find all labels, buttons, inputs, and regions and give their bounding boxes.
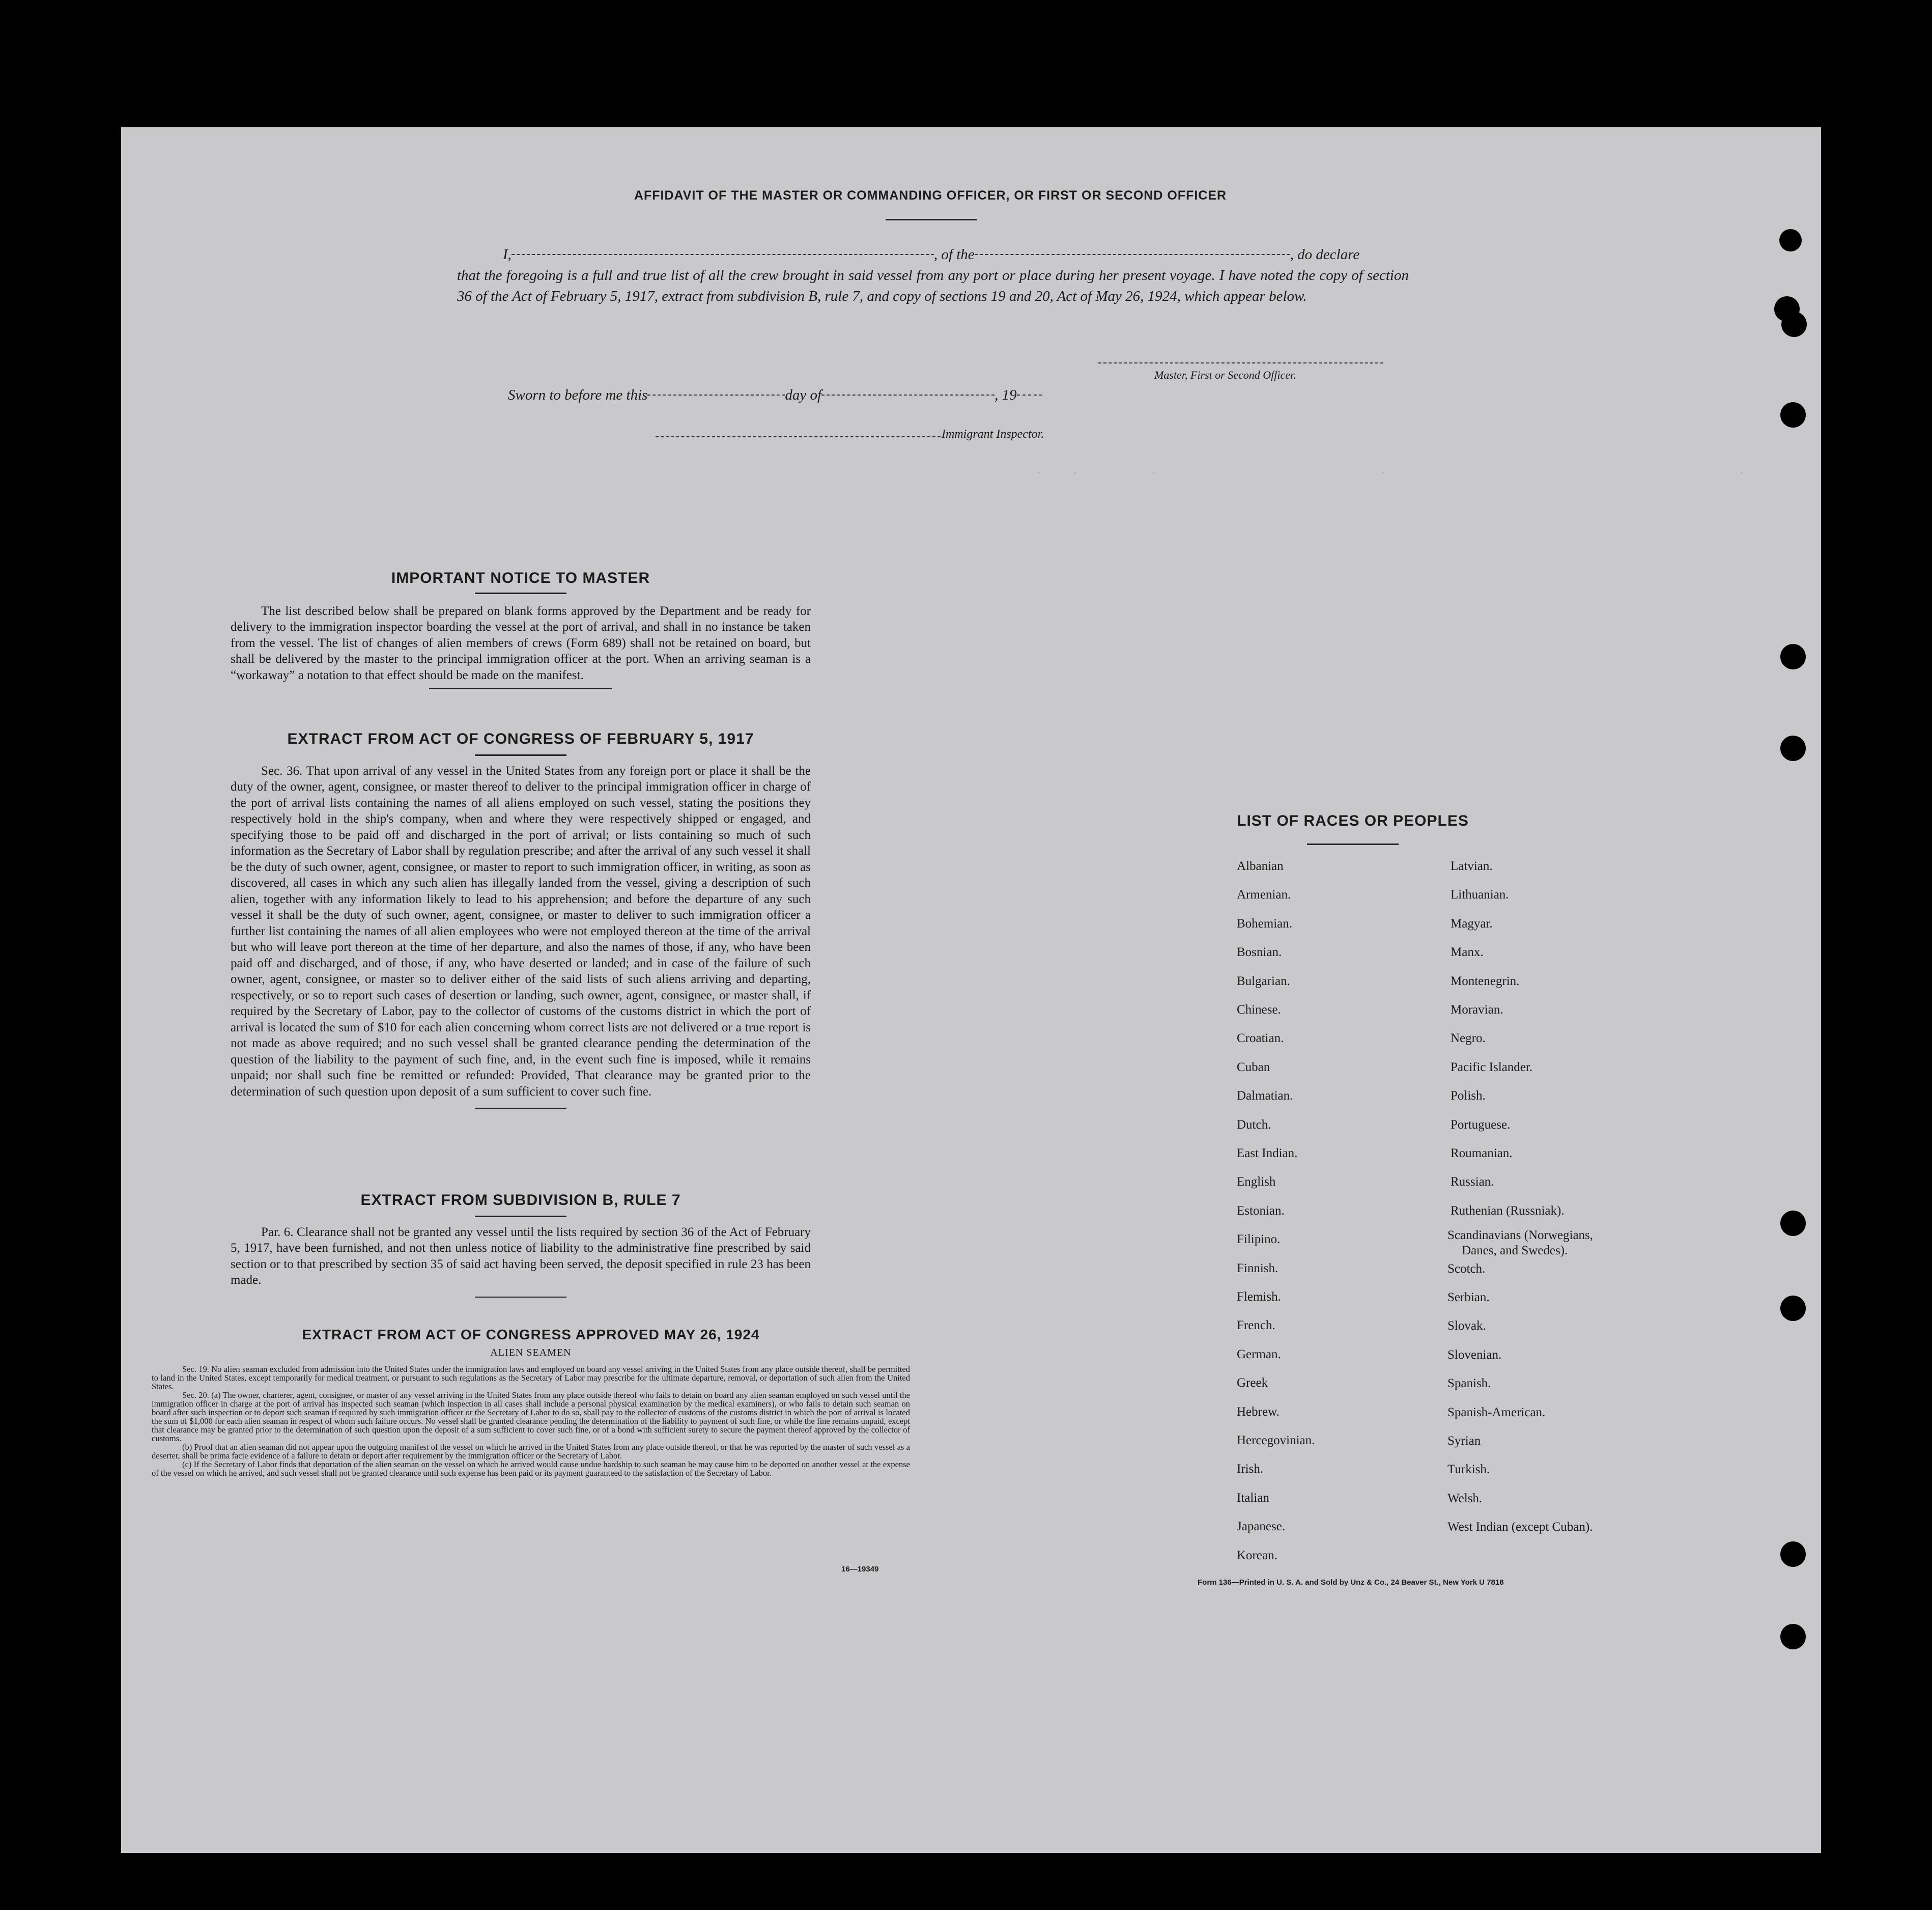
race-item-right: Portuguese. bbox=[1451, 1117, 1511, 1132]
punch-hole bbox=[1780, 1211, 1806, 1236]
race-item-left: Dalmatian. bbox=[1237, 1089, 1293, 1103]
extract-1917-title: EXTRACT FROM ACT OF CONGRESS OF FEBRUARY 5, 1917 bbox=[287, 731, 754, 747]
race-item-left: Croatian. bbox=[1237, 1031, 1284, 1046]
race-item-left: Bulgarian. bbox=[1237, 974, 1290, 988]
race-item-left: Hebrew. bbox=[1237, 1405, 1280, 1419]
sec19-text: Sec. 19. No alien seaman excluded from admission into the United States under the immigration laws and employed on board any vessel arriving in the United States from any place outside thereof, shall be permitted to land in the United States, except temporarily for medical treatment, or pursuant to such regulations as the Secretary of Labor may prescribe for the ultimate departure, removal, or deportation of such alien from the United States. bbox=[152, 1364, 910, 1391]
document-page bbox=[121, 127, 1821, 1853]
rule7-title: EXTRACT FROM SUBDIVISION B, RULE 7 bbox=[360, 1192, 681, 1209]
race-item-right: Spanish. bbox=[1447, 1377, 1491, 1391]
divider bbox=[1307, 844, 1399, 845]
declare-suffix: , do declare bbox=[1290, 246, 1360, 263]
race-item-right: Roumanian. bbox=[1451, 1146, 1513, 1160]
divider bbox=[475, 593, 566, 594]
race-item-left: Irish. bbox=[1237, 1462, 1264, 1476]
sec20c-text: (c) If the Secretary of Labor finds that deportation of the alien seaman on the vessel on which he arrived would cause undue hardship to such seaman he may cause him to be deported on another vessel at the expense of the vessel on which he arrived, and such vessel shall not be granted clearance until such expense has been paid or its payment guaranteed to the satisfaction of the Secretary of Labor. bbox=[152, 1459, 910, 1478]
race-item-left: Albanian bbox=[1237, 859, 1284, 873]
race-item-left: Cuban bbox=[1237, 1060, 1270, 1074]
race-item-left: Hercegovinian. bbox=[1237, 1434, 1315, 1447]
race-item-left: Estonian. bbox=[1237, 1203, 1285, 1218]
divider bbox=[475, 1108, 566, 1109]
notice-title: IMPORTANT NOTICE TO MASTER bbox=[391, 570, 650, 586]
inspector-signature-field[interactable] bbox=[656, 436, 941, 437]
race-item-right: Danes, and Swedes). bbox=[1462, 1244, 1568, 1258]
race-item-right: Scandinavians (Norwegians, bbox=[1447, 1228, 1594, 1243]
sworn-year-field[interactable] bbox=[1017, 395, 1042, 396]
race-item-right: Moravian. bbox=[1451, 1003, 1503, 1017]
punch-hole bbox=[1780, 736, 1806, 761]
race-item-left: Armenian. bbox=[1237, 888, 1291, 902]
divider bbox=[475, 1297, 566, 1298]
vessel-prefix: , of the bbox=[933, 246, 975, 263]
race-item-right: Lithuanian. bbox=[1451, 888, 1509, 902]
sworn-year-label: , 19 bbox=[995, 387, 1017, 403]
declarant-prefix: I, bbox=[503, 246, 512, 263]
divider bbox=[475, 754, 566, 756]
extract-1924-subtitle: ALIEN SEAMEN bbox=[490, 1346, 572, 1358]
race-item-right: Syrian bbox=[1447, 1434, 1481, 1448]
punch-hole bbox=[1781, 312, 1807, 337]
bleed-through-marks: . . . . . bbox=[1037, 463, 1743, 476]
sworn-day-label: day of bbox=[785, 387, 822, 403]
notice-body: The list described below shall be prepared on blank forms approved by the Department and be ready for delivery to the immigration inspector boarding the vessel at the port of arrival, and shall in no instance be taken from the vessel. The list of changes of alien members of crews (Form 689) shall not be retained on board, but shall be delivered by the master to the principal immigration officer at the port. When an arriving seaman is a “workaway” a notation to that effect should be made on the manifest. bbox=[231, 604, 811, 682]
race-item-left: German. bbox=[1237, 1347, 1281, 1361]
punch-hole bbox=[1780, 1541, 1806, 1567]
race-item-right: Magyar. bbox=[1451, 916, 1493, 931]
divider bbox=[429, 688, 612, 689]
extract-1924-section bbox=[152, 1327, 910, 1477]
race-item-right: Latvian. bbox=[1451, 859, 1493, 873]
race-item-right: Serbian. bbox=[1447, 1290, 1490, 1304]
affidavit-body bbox=[457, 244, 1409, 307]
notice-section bbox=[231, 570, 811, 689]
sworn-line bbox=[508, 387, 1042, 404]
signature-label: Master, First or Second Officer. bbox=[1154, 369, 1296, 381]
declaration-line bbox=[457, 244, 1409, 265]
race-item-right: Negro. bbox=[1451, 1031, 1486, 1046]
race-item-left: English bbox=[1237, 1175, 1276, 1189]
race-item-right: Slovak. bbox=[1447, 1319, 1486, 1333]
sworn-month-field[interactable] bbox=[821, 395, 995, 396]
race-item-left: Bosnian. bbox=[1237, 945, 1282, 960]
race-item-right: West Indian (except Cuban). bbox=[1447, 1520, 1593, 1534]
sworn-prefix: Sworn to before me this bbox=[508, 387, 648, 403]
punch-hole bbox=[1779, 229, 1802, 251]
race-item-left: Chinese. bbox=[1237, 1003, 1281, 1017]
race-item-right: Russian. bbox=[1451, 1175, 1494, 1189]
race-item-left: Finnish. bbox=[1237, 1261, 1278, 1275]
punch-hole bbox=[1780, 1624, 1806, 1649]
affidavit-title: AFFIDAVIT OF THE MASTER OR COMMANDING OFFICER, OR FIRST OR SECOND OFFICER bbox=[634, 188, 1227, 203]
race-item-right: Turkish. bbox=[1447, 1463, 1490, 1477]
inspector-label: Immigrant Inspector. bbox=[942, 428, 1044, 441]
race-item-left: Filipino. bbox=[1237, 1232, 1281, 1247]
punch-hole bbox=[1780, 644, 1806, 669]
race-item-left: Japanese. bbox=[1237, 1520, 1286, 1534]
race-item-right: Ruthenian (Russniak). bbox=[1451, 1203, 1565, 1218]
extract-1924-title: EXTRACT FROM ACT OF CONGRESS APPROVED MAY 26, 1924 bbox=[302, 1327, 760, 1342]
race-item-left: East Indian. bbox=[1237, 1146, 1298, 1160]
declarant-name-field[interactable] bbox=[512, 254, 934, 255]
race-item-right: Slovenian. bbox=[1447, 1347, 1502, 1362]
punch-hole bbox=[1780, 402, 1806, 428]
sec20a-text: Sec. 20. (a) The owner, charterer, agent, consignee, or master of any vessel arriving in the United States from any place outside thereof who fails to detain on board any alien seaman employed on such vessel until the immigration officer in charge at the port of arrival has inspected such seaman (which inspection in all cases shall include a personal physical examination by the medical examiners), or who fails to detain such seaman on board after such inspection or to deport such seaman if required by such immigration officer or the Secretary of Labor to do so, shall pay to the collector of customs of the customs district in which the port of arrival is located the sum of $1,000 for each alien seaman in respect of whom such failure occurs. No vessel shall be granted clearance pending the determination of the liability to payment of such fine, or while the fine remains unpaid, except that clearance may be granted prior to the determination of such question upon the deposit of a sum sufficient to cover such fine, or of a bond with sufficient surety to secure the payment thereof approved by the collector of customs. bbox=[152, 1390, 910, 1443]
race-item-right: Polish. bbox=[1451, 1089, 1486, 1103]
punch-hole bbox=[1780, 1296, 1806, 1321]
job-number: 16—19349 bbox=[841, 1565, 879, 1574]
sec20b-text: (b) Proof that an alien seaman did not appear upon the outgoing manifest of the vessel on which he arrived in the United States from any place outside thereof, or that he was reported by the master of such vessel as a deserter, shall be prima facie evidence of a failure to detain or deport after requirement by the immigration officer or the Secretary of Labor. bbox=[152, 1442, 910, 1460]
race-item-left: Korean. bbox=[1237, 1548, 1277, 1562]
form-imprint: Form 136—Printed in U. S. A. and Sold by Unz & Co., 24 Beaver St., New York U 7818 bbox=[1198, 1578, 1504, 1587]
race-item-left: Greek bbox=[1237, 1376, 1268, 1390]
race-item-left: Italian bbox=[1237, 1491, 1269, 1505]
sworn-day-field[interactable] bbox=[647, 395, 785, 396]
master-signature-field[interactable] bbox=[1098, 362, 1383, 363]
declaration-text: that the foregoing is a full and true list of all the crew brought in said vessel from any port or place during her present voyage. I have noted the copy of section 36 of the Act of February 5, 1917, extract from subdivision B, rule 7, and copy of sections 19 and 20, Act of May 26, 1924, which appear below. bbox=[457, 267, 1409, 304]
race-item-right: Montenegrin. bbox=[1451, 974, 1520, 988]
race-item-right: Welsh. bbox=[1447, 1491, 1483, 1505]
divider bbox=[886, 219, 977, 220]
race-item-left: Bohemian. bbox=[1237, 916, 1293, 931]
vessel-name-field[interactable] bbox=[975, 254, 1290, 255]
divider bbox=[475, 1216, 566, 1217]
race-item-right: Scotch. bbox=[1447, 1261, 1486, 1276]
race-item-right: Manx. bbox=[1451, 945, 1484, 960]
race-item-right: Pacific Islander. bbox=[1451, 1060, 1533, 1074]
rule7-body: Par. 6. Clearance shall not be granted any vessel until the lists required by section 36 of the Act of February 5, 1917, have been furnished, and not then unless notice of liability to the administrative fine prescribed by said section or to that prescribed by section 35 of said act having been served, the deposit specified in rule 23 has been made. bbox=[231, 1225, 811, 1287]
rule7-section bbox=[231, 1192, 811, 1298]
extract-1917-section bbox=[231, 731, 811, 1109]
races-title: LIST OF RACES OR PEOPLES bbox=[1237, 812, 1469, 829]
race-item-left: Dutch. bbox=[1237, 1117, 1271, 1132]
race-item-left: Flemish. bbox=[1237, 1290, 1281, 1304]
race-item-left: French. bbox=[1237, 1318, 1275, 1333]
race-item-right: Spanish-American. bbox=[1447, 1405, 1546, 1419]
extract-1917-body: Sec. 36. That upon arrival of any vessel in the United States from any foreign port or place it shall be the duty of the owner, agent, consignee, or master thereof to deliver to the principal immigration officer in charge of the port of arrival lists containing the names of all aliens employed on such vessel, stating the positions they respectively hold in the ship's company, when and where they were respectively shipped or engaged, and specifying those to be paid off and discharged in the port of arrival; or lists containing so much of such information as the Secretary of Labor shall by regulation prescribe; and after the arrival of any such vessel it shall be the duty of such owner, agent, consignee, or master to report to such immigration officer, in writing, as soon as discovered, all cases in which any such alien has illegally landed from the vessel, giving a description of such alien, together with any information likely to lead to his apprehension; and before the departure of any such vessel it shall be the duty of such owner, agent, consignee, or master to deliver to such immigration officer a further list containing the names of all alien employees who were not employed thereon at the time of the arrival but who will leave port thereon at the time of her departure, and also the names of those, if any, who have been paid off and discharged, and of those, if any, who have deserted or landed; and in case of the failure of such owner, agent, consignee, or master so to deliver either of the said lists of such aliens arriving and departing, respectively, or so to report such cases of desertion or landing, such owner, agent, consignee, or master shall, if required by the Secretary of Labor, pay to the collector of customs of the customs district in which the port of arrival is located the sum of $10 for each alien concerning whom correct lists are not delivered or a true report is not made as above required; and no such vessel shall be granted clearance pending the determination of the question of the liability to the payment of such fine, and, in the event such fine is imposed, while it remains unpaid; nor shall such fine be remitted or refunded: Provided, That clearance may be granted prior to the determination of such question upon deposit of a sum sufficient to cover such fine. bbox=[231, 764, 811, 1099]
